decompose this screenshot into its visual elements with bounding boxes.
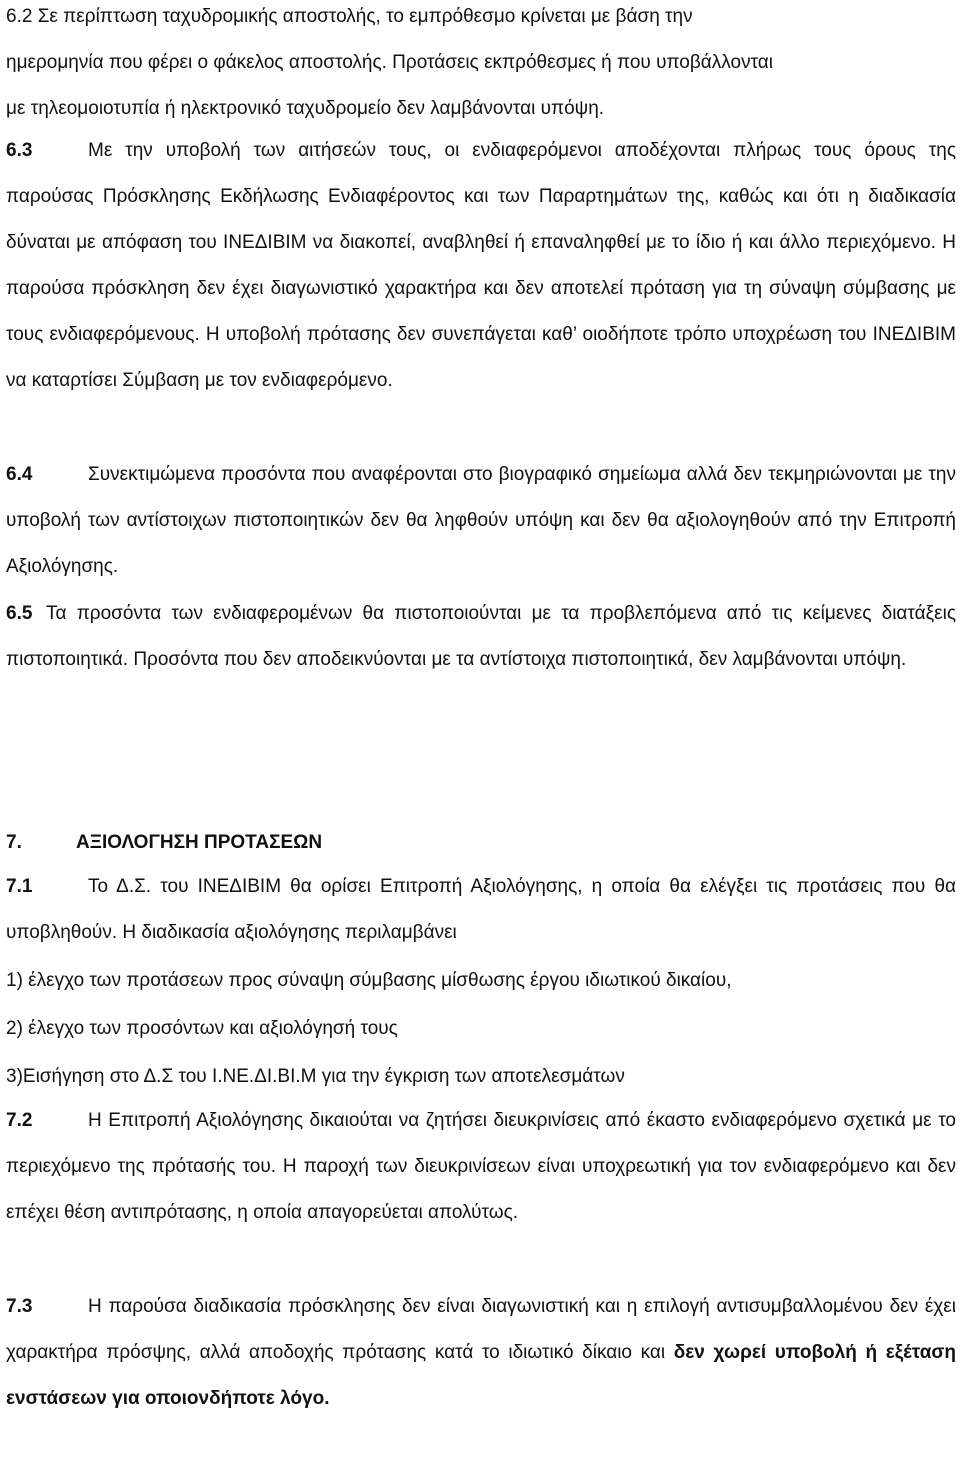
section-number: 7. [6,832,22,853]
paragraph-6-2-line-3: με τηλεομοιοτυπία ή ηλεκτρονικό ταχυδρομείο δεν λαμβάνονται υπόψη. [6,98,605,119]
paragraph-6-2 [6,0,956,132]
paragraph-number: 7.3 [6,1296,33,1317]
paragraph-text: Η παρούσα διαδικασία πρόσκλησης δεν είναι διαγωνιστική και η επιλογή αντισυμβαλλομένου δεν έχει χαρακτήρα πρόσψης, αλλά αποδοχής πρότασης κατά το ιδιωτικό δίκαιο και [6,1296,956,1363]
paragraph-6-3 [6,128,956,404]
paragraph-6-5 [6,591,956,683]
paragraph-7-2 [6,1098,956,1236]
list-item: 2) έλεγχο των προσόντων και αξιολόγησή τους [6,1018,398,1039]
paragraph-text: Η Επιτροπή Αξιολόγησης δικαιούται να ζητήσει διευκρινίσεις από έκαστο ενδιαφερόμενο σχετικά με το περιεχόμενο της πρότασής του. Η παροχή των διευκρινίσεων είναι υποχρεωτική για τον ενδιαφερόμενο και δεν επέχει θέση αντιπρότασης, η οποία απαγορεύεται απολύτως. [6,1110,956,1223]
list-item: 1) έλεγχο των προτάσεων προς σύναψη σύμβασης μίσθωσης έργου ιδιωτικού δικαίου, [6,970,732,991]
paragraph-number: 6.3 [6,140,33,161]
paragraph-text: Με την υποβολή των αιτήσεών τους, οι ενδιαφερόμενοι αποδέχονται πλήρως τους όρους της παρούσας Πρόσκλησης Εκδήλωσης Ενδιαφέροντος και των Παραρτημάτων της, καθώς και ότι η διαδικασία δύναται με απόφαση του ΙΝΕΔΙΒΙΜ να διακοπεί, αναβληθεί ή επαναληφθεί με το ίδιο ή και άλλο περιεχόμενο. Η παρούσα πρόσκληση δεν έχει διαγωνιστικό χαρακτήρα και δεν αποτελεί πρόταση για τη σύναψη σύμβασης με τους ενδιαφερόμενους. Η υποβολή πρότασης δεν συνεπάγεται καθ’ οιοδήποτε τρόπο υποχρέωση του ΙΝΕΔΙΒΙΜ να καταρτίσει Σύμβαση με τον ενδιαφερόμενο. [6,140,956,391]
paragraph-text: Το Δ.Σ. του ΙΝΕΔΙΒΙΜ θα ορίσει Επιτροπή Αξιολόγησης, η οποία θα ελέγξει τις προτάσεις που θα υποβληθούν. Η διαδικασία αξιολόγησης περιλαμβάνει [6,876,956,943]
list-item: 3)Εισήγηση στο Δ.Σ του Ι.ΝΕ.ΔΙ.ΒΙ.Μ για την έγκριση των αποτελεσμάτων [6,1066,625,1087]
section-7-heading [6,820,956,866]
paragraph-7-1 [6,864,956,956]
paragraph-number: 6.5 [6,603,33,624]
paragraph-bold-text: δεν χωρεί υποβολή ή εξέταση ενστάσεων για οποιονδήποτε λόγο. [6,1342,956,1409]
paragraph-7-3 [6,1284,956,1422]
paragraph-6-2-line-2: ημερομηνία που φέρει ο φάκελος αποστολής. Προτάσεις εκπρόθεσμες ή που υποβάλλονται [6,52,774,73]
paragraph-6-4 [6,452,956,590]
paragraph-text: Συνεκτιμώμενα προσόντα που αναφέρονται στο βιογραφικό σημείωμα αλλά δεν τεκμηριώνονται με την υποβολή των αντίστοιχων πιστοποιητικών δεν θα ληφθούν υπόψη και δεν θα αξιολογηθούν από την Επιτροπή Αξιολόγησης. [6,464,956,577]
paragraph-6-2-line-1: 6.2 Σε περίπτωση ταχυδρομικής αποστολής, το εμπρόθεσμο κρίνεται με βάση την [6,6,693,27]
paragraph-text: Τα προσόντα των ενδιαφερομένων θα πιστοποιούνται με τα προβλεπόμενα από τις κείμενες διατάξεις πιστοποιητικά. Προσόντα που δεν αποδεικνύονται με τα αντίστοιχα πιστοποιητικά, δεν λαμβάνονται υπόψη. [6,603,956,670]
paragraph-number: 7.2 [6,1110,33,1131]
paragraph-number: 7.1 [6,876,33,897]
section-title: ΑΞΙΟΛΟΓΗΣΗ ΠΡΟΤΑΣΕΩΝ [76,832,323,853]
paragraph-number: 6.4 [6,464,33,485]
